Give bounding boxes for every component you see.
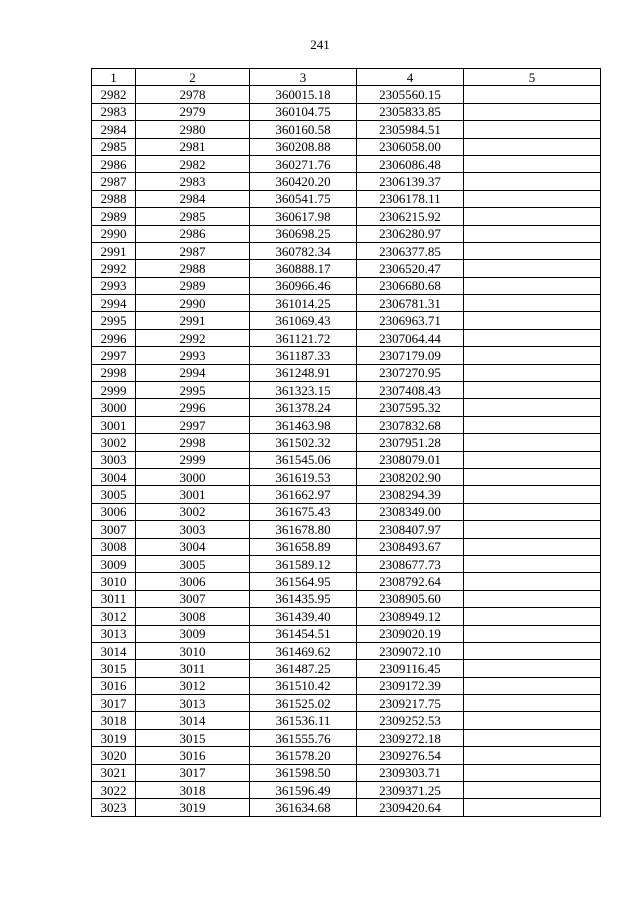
table-row	[92, 190, 601, 207]
table-cell	[464, 347, 601, 364]
table-cell: 361598.50	[250, 764, 357, 781]
table-cell: 3014	[92, 642, 136, 659]
table-cell: 2982	[92, 86, 136, 103]
table-cell: 360617.98	[250, 208, 357, 225]
table-cell: 360420.20	[250, 173, 357, 190]
table-body	[92, 86, 601, 816]
table-cell: 3021	[92, 764, 136, 781]
table-cell	[464, 225, 601, 242]
table-cell: 2991	[92, 242, 136, 259]
table-cell	[464, 295, 601, 312]
table-cell	[464, 660, 601, 677]
table-cell: 2996	[92, 329, 136, 346]
table-cell: 2307179.09	[357, 347, 464, 364]
table-row	[92, 173, 601, 190]
table-cell: 2988	[136, 260, 250, 277]
table-cell: 3006	[92, 503, 136, 520]
table-cell: 2308792.64	[357, 573, 464, 590]
table-cell	[464, 608, 601, 625]
table-cell	[464, 121, 601, 138]
table-cell: 2306086.48	[357, 155, 464, 172]
table-cell: 3013	[92, 625, 136, 642]
table-cell	[464, 312, 601, 329]
table-row	[92, 451, 601, 468]
table-row	[92, 225, 601, 242]
table-row	[92, 573, 601, 590]
table-row	[92, 434, 601, 451]
table-cell: 361469.62	[250, 642, 357, 659]
table-cell: 2984	[136, 190, 250, 207]
table-row	[92, 416, 601, 433]
page-number: 241	[310, 37, 330, 52]
table-cell: 2307064.44	[357, 329, 464, 346]
table-cell: 2999	[92, 382, 136, 399]
table-cell: 2992	[92, 260, 136, 277]
table-row	[92, 121, 601, 138]
table-row	[92, 295, 601, 312]
table-cell: 361439.40	[250, 608, 357, 625]
table-cell: 2997	[136, 416, 250, 433]
table-cell: 361502.32	[250, 434, 357, 451]
table-cell: 3000	[136, 468, 250, 485]
table-cell: 3005	[136, 555, 250, 572]
table-cell: 2993	[92, 277, 136, 294]
table-row	[92, 625, 601, 642]
table-cell	[464, 555, 601, 572]
table-cell: 2985	[136, 208, 250, 225]
table-row	[92, 590, 601, 607]
table-cell: 2987	[136, 242, 250, 259]
table-row	[92, 660, 601, 677]
table-row	[92, 782, 601, 799]
table-cell: 3010	[136, 642, 250, 659]
table-cell: 361121.72	[250, 329, 357, 346]
table-row	[92, 399, 601, 416]
table-cell: 2978	[136, 86, 250, 103]
table-cell: 2996	[136, 399, 250, 416]
table-cell: 2983	[136, 173, 250, 190]
table-row	[92, 608, 601, 625]
table-cell: 360698.25	[250, 225, 357, 242]
table-cell	[464, 260, 601, 277]
table-cell	[464, 695, 601, 712]
table-cell: 2305984.51	[357, 121, 464, 138]
table-cell: 360160.58	[250, 121, 357, 138]
table-cell: 2308349.00	[357, 503, 464, 520]
table-cell: 2308677.73	[357, 555, 464, 572]
table-cell: 2983	[92, 103, 136, 120]
table-cell: 3004	[136, 538, 250, 555]
table-cell: 2309116.45	[357, 660, 464, 677]
table-cell: 361536.11	[250, 712, 357, 729]
table-cell: 361510.42	[250, 677, 357, 694]
table-row	[92, 521, 601, 538]
table-cell: 3009	[136, 625, 250, 642]
table-cell: 3008	[92, 538, 136, 555]
table-row	[92, 382, 601, 399]
table-row	[92, 242, 601, 259]
table-cell	[464, 503, 601, 520]
table-cell	[464, 677, 601, 694]
table-cell: 361678.80	[250, 521, 357, 538]
table-cell: 3017	[136, 764, 250, 781]
table-cell: 3017	[92, 695, 136, 712]
table-cell: 3015	[136, 729, 250, 746]
table-cell: 360015.18	[250, 86, 357, 103]
table-cell: 2305560.15	[357, 86, 464, 103]
table-cell: 3003	[92, 451, 136, 468]
table-cell	[464, 486, 601, 503]
table-cell	[464, 538, 601, 555]
table-cell	[464, 242, 601, 259]
table-row	[92, 312, 601, 329]
table-cell: 2309276.54	[357, 747, 464, 764]
column-header: 1	[92, 69, 136, 86]
table-row	[92, 555, 601, 572]
table-cell: 2991	[136, 312, 250, 329]
table-cell: 361248.91	[250, 364, 357, 381]
table-cell: 361564.95	[250, 573, 357, 590]
table-row	[92, 642, 601, 659]
table-cell	[464, 138, 601, 155]
table-cell: 3012	[92, 608, 136, 625]
table-cell: 2308407.97	[357, 521, 464, 538]
table-cell: 361596.49	[250, 782, 357, 799]
table-cell: 2980	[136, 121, 250, 138]
table-cell: 2981	[136, 138, 250, 155]
table-cell: 2306377.85	[357, 242, 464, 259]
table-cell: 3004	[92, 468, 136, 485]
table-cell: 2309020.19	[357, 625, 464, 642]
table-cell: 3011	[92, 590, 136, 607]
table-cell: 361619.53	[250, 468, 357, 485]
table-cell: 2992	[136, 329, 250, 346]
table-row	[92, 503, 601, 520]
table-cell: 360271.76	[250, 155, 357, 172]
table-cell	[464, 399, 601, 416]
table-cell: 3001	[92, 416, 136, 433]
table-cell: 3007	[136, 590, 250, 607]
table-cell: 2309303.71	[357, 764, 464, 781]
table-cell: 361454.51	[250, 625, 357, 642]
table-cell: 3022	[92, 782, 136, 799]
table-cell: 2307595.32	[357, 399, 464, 416]
table-row	[92, 486, 601, 503]
table-cell: 3009	[92, 555, 136, 572]
table-cell	[464, 642, 601, 659]
table-cell: 361634.68	[250, 799, 357, 816]
table-cell: 2999	[136, 451, 250, 468]
table-cell: 360104.75	[250, 103, 357, 120]
table-cell	[464, 190, 601, 207]
table-cell: 2306781.31	[357, 295, 464, 312]
table-cell: 3020	[92, 747, 136, 764]
table-cell	[464, 590, 601, 607]
table-cell: 3015	[92, 660, 136, 677]
table-cell: 360888.17	[250, 260, 357, 277]
table-cell: 2998	[136, 434, 250, 451]
table-cell: 361675.43	[250, 503, 357, 520]
table-cell	[464, 625, 601, 642]
table-cell: 2984	[92, 121, 136, 138]
table-cell: 3019	[136, 799, 250, 816]
table-cell: 2309272.18	[357, 729, 464, 746]
table-row	[92, 103, 601, 120]
table-cell: 2308294.39	[357, 486, 464, 503]
table-cell: 361323.15	[250, 382, 357, 399]
column-header: 3	[250, 69, 357, 86]
table-cell	[464, 364, 601, 381]
table-cell: 3002	[92, 434, 136, 451]
table-cell: 3012	[136, 677, 250, 694]
table-cell: 2308202.90	[357, 468, 464, 485]
table-cell	[464, 277, 601, 294]
table-cell: 361463.98	[250, 416, 357, 433]
table-cell	[464, 573, 601, 590]
table-cell: 2988	[92, 190, 136, 207]
table-cell: 361187.33	[250, 347, 357, 364]
table-cell	[464, 155, 601, 172]
table-cell: 2990	[136, 295, 250, 312]
table-cell: 3005	[92, 486, 136, 503]
table-cell: 2994	[136, 364, 250, 381]
table-cell: 361014.25	[250, 295, 357, 312]
table-row	[92, 712, 601, 729]
table-cell	[464, 86, 601, 103]
table-cell: 2989	[92, 208, 136, 225]
table-cell: 2995	[136, 382, 250, 399]
table-cell: 2309172.39	[357, 677, 464, 694]
table-cell: 360208.88	[250, 138, 357, 155]
table-cell	[464, 434, 601, 451]
table-cell: 2306058.00	[357, 138, 464, 155]
table-cell: 3018	[136, 782, 250, 799]
table-cell: 2306139.37	[357, 173, 464, 190]
table-cell: 2308905.60	[357, 590, 464, 607]
table-cell: 2987	[92, 173, 136, 190]
table-cell	[464, 451, 601, 468]
table-cell	[464, 208, 601, 225]
table-cell: 2994	[92, 295, 136, 312]
table-cell: 2306215.92	[357, 208, 464, 225]
table-cell: 2309072.10	[357, 642, 464, 659]
table-cell: 2982	[136, 155, 250, 172]
table-cell: 2308493.67	[357, 538, 464, 555]
table-cell: 361589.12	[250, 555, 357, 572]
table-cell: 361525.02	[250, 695, 357, 712]
table-row	[92, 538, 601, 555]
table-row	[92, 695, 601, 712]
table-cell	[464, 747, 601, 764]
table-cell: 3011	[136, 660, 250, 677]
table-cell: 3014	[136, 712, 250, 729]
table-cell: 361545.06	[250, 451, 357, 468]
table-cell: 3002	[136, 503, 250, 520]
coordinates-table	[91, 68, 601, 817]
table-row	[92, 277, 601, 294]
table-cell: 361378.24	[250, 399, 357, 416]
table-row	[92, 260, 601, 277]
table-cell	[464, 173, 601, 190]
table-cell: 2308079.01	[357, 451, 464, 468]
table-cell: 3010	[92, 573, 136, 590]
table-cell	[464, 382, 601, 399]
table-cell: 2307408.43	[357, 382, 464, 399]
table-cell: 2309217.75	[357, 695, 464, 712]
table-cell: 3001	[136, 486, 250, 503]
table-row	[92, 208, 601, 225]
table-cell: 2979	[136, 103, 250, 120]
table-cell: 2995	[92, 312, 136, 329]
table-cell: 2306178.11	[357, 190, 464, 207]
table-cell	[464, 329, 601, 346]
table-cell: 3008	[136, 608, 250, 625]
table-row	[92, 347, 601, 364]
table-cell: 2990	[92, 225, 136, 242]
table-row	[92, 468, 601, 485]
table-cell: 3000	[92, 399, 136, 416]
table-cell: 361435.95	[250, 590, 357, 607]
table-row	[92, 364, 601, 381]
table-row	[92, 155, 601, 172]
table-cell	[464, 729, 601, 746]
table-cell: 2306280.97	[357, 225, 464, 242]
table-cell: 2305833.85	[357, 103, 464, 120]
table-cell: 360782.34	[250, 242, 357, 259]
table-cell: 3018	[92, 712, 136, 729]
table-cell: 361069.43	[250, 312, 357, 329]
table-cell: 3019	[92, 729, 136, 746]
table-row	[92, 747, 601, 764]
table-cell: 3023	[92, 799, 136, 816]
table-row	[92, 138, 601, 155]
table-row	[92, 329, 601, 346]
table-cell: 2997	[92, 347, 136, 364]
table-cell: 3003	[136, 521, 250, 538]
table-cell	[464, 712, 601, 729]
table-cell: 2985	[92, 138, 136, 155]
table-cell	[464, 782, 601, 799]
column-header: 2	[136, 69, 250, 86]
column-header: 5	[464, 69, 601, 86]
table-cell: 3016	[136, 747, 250, 764]
table-cell	[464, 764, 601, 781]
table-cell: 2309371.25	[357, 782, 464, 799]
table-cell: 2309420.64	[357, 799, 464, 816]
table-cell: 2989	[136, 277, 250, 294]
table-cell: 2986	[92, 155, 136, 172]
table-row	[92, 729, 601, 746]
table-cell: 2307270.95	[357, 364, 464, 381]
table-header-row	[92, 69, 601, 86]
table-row	[92, 86, 601, 103]
table-cell: 2306963.71	[357, 312, 464, 329]
table-cell: 2986	[136, 225, 250, 242]
table-row	[92, 799, 601, 816]
table-cell: 3007	[92, 521, 136, 538]
table-cell	[464, 416, 601, 433]
table-cell	[464, 468, 601, 485]
table-cell: 2993	[136, 347, 250, 364]
table-cell	[464, 103, 601, 120]
table-cell: 3013	[136, 695, 250, 712]
table-cell: 361658.89	[250, 538, 357, 555]
column-header: 4	[357, 69, 464, 86]
table-row	[92, 764, 601, 781]
table-cell: 3016	[92, 677, 136, 694]
table-cell: 361555.76	[250, 729, 357, 746]
table-cell: 2308949.12	[357, 608, 464, 625]
table-cell	[464, 799, 601, 816]
table-cell: 2306680.68	[357, 277, 464, 294]
table-row	[92, 677, 601, 694]
table-cell	[464, 521, 601, 538]
table-cell: 361662.97	[250, 486, 357, 503]
table-cell: 2309252.53	[357, 712, 464, 729]
table-cell: 361578.20	[250, 747, 357, 764]
table-cell: 2998	[92, 364, 136, 381]
table-cell: 3006	[136, 573, 250, 590]
table-cell: 2307951.28	[357, 434, 464, 451]
table-cell: 360541.75	[250, 190, 357, 207]
table-cell: 2307832.68	[357, 416, 464, 433]
table-cell: 2306520.47	[357, 260, 464, 277]
table-cell: 360966.46	[250, 277, 357, 294]
table-cell: 361487.25	[250, 660, 357, 677]
